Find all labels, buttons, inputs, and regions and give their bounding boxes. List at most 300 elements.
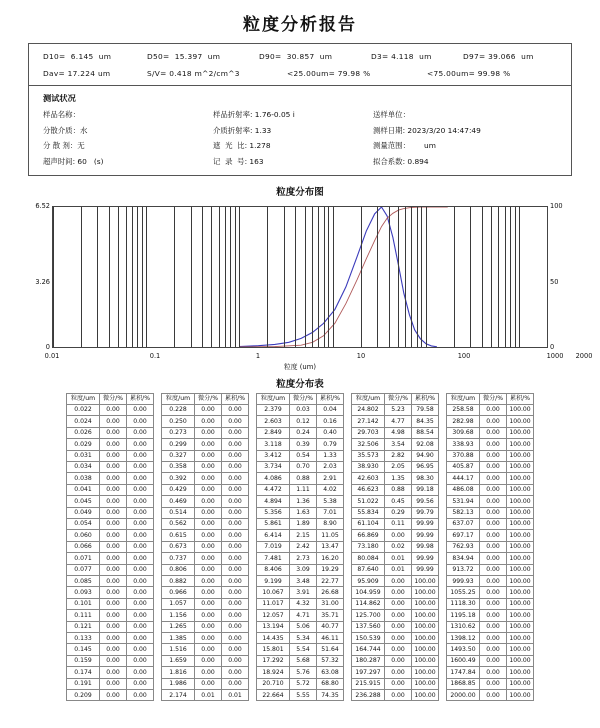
table-cell: 2.82 (385, 450, 412, 461)
table-cell: 0.882 (162, 576, 195, 587)
table-cell: 57.32 (317, 655, 344, 666)
table-cell: 1118.30 (447, 598, 480, 609)
table-cell: 6.414 (257, 530, 290, 541)
table-cell: 0.00 (100, 576, 127, 587)
table-cell: 0.673 (162, 541, 195, 552)
table-cell: 0.00 (480, 473, 507, 484)
statistics-section (29, 44, 571, 86)
table-cell: 0.00 (127, 553, 154, 564)
table-cell: 0.79 (317, 439, 344, 450)
chart-gridline (510, 207, 511, 347)
table-header-2: 累积/% (222, 393, 249, 404)
table-cell: 98.30 (412, 473, 439, 484)
table-cell: 0.00 (385, 667, 412, 678)
x-axis-tick-4: 100 (457, 351, 471, 360)
table-row (352, 450, 439, 461)
table-cell: 0.562 (162, 518, 195, 529)
table-cell: 0.00 (222, 564, 249, 575)
table-cell: 1.816 (162, 667, 195, 678)
table-cell: 26.68 (317, 587, 344, 598)
table-cell: 5.55 (290, 690, 317, 701)
table-cell: 66.869 (352, 530, 385, 541)
table-row (447, 610, 534, 621)
table-cell: 14.435 (257, 633, 290, 644)
cond-submitting-unit: 送样单位： (373, 110, 410, 119)
table-row (162, 587, 249, 598)
table-row (447, 633, 534, 644)
table-cell: 0.54 (290, 450, 317, 461)
table-cell: 4.71 (290, 610, 317, 621)
cond-medium-refractive-index: 介质折射率: 1.33 (213, 125, 272, 135)
table-row (447, 507, 534, 518)
table-cell: 7.01 (317, 507, 344, 518)
table-cell: 31.00 (317, 598, 344, 609)
table-cell: 0.03 (290, 404, 317, 415)
table-cell: 5.34 (290, 633, 317, 644)
table-cell: 100.00 (507, 439, 534, 450)
table-cell: 2.603 (257, 416, 290, 427)
table-cell: 0.00 (127, 507, 154, 518)
distribution-table-block (351, 393, 439, 702)
table-cell: 0.00 (100, 621, 127, 632)
table-cell: 164.744 (352, 644, 385, 655)
table-cell: 0.00 (127, 667, 154, 678)
table-cell: 84.35 (412, 416, 439, 427)
table-row (67, 610, 154, 621)
table-row (257, 598, 344, 609)
table-cell: 0.00 (195, 564, 222, 575)
table-title: 粒度分布表 (276, 378, 324, 390)
chart-gridline (312, 207, 313, 347)
table-row (447, 678, 534, 689)
table-cell: 0.00 (480, 496, 507, 507)
table-row (447, 621, 534, 632)
table-row (67, 633, 154, 644)
table-cell: 0.00 (100, 587, 127, 598)
chart-gridline (137, 207, 138, 347)
table-cell: 0.00 (480, 530, 507, 541)
table-row (257, 427, 344, 438)
table-cell: 99.18 (412, 484, 439, 495)
table-cell: 0.00 (127, 564, 154, 575)
table-cell: 0.45 (385, 496, 412, 507)
table-cell: 0.00 (195, 553, 222, 564)
table-cell: 0.111 (67, 610, 100, 621)
table-cell: 11.017 (257, 598, 290, 609)
table-row (162, 427, 249, 438)
table-cell: 0.00 (100, 553, 127, 564)
table-row (352, 553, 439, 564)
table-cell: 35.573 (352, 450, 385, 461)
table-row (352, 496, 439, 507)
chart-gridline (97, 207, 98, 347)
cond-obscuration: 遮 光 比: 1.278 (213, 141, 271, 150)
table-cell: 13.194 (257, 621, 290, 632)
table-cell: 0.00 (100, 530, 127, 541)
table-cell: 51.022 (352, 496, 385, 507)
table-row (352, 507, 439, 518)
table-header-1: 微分/% (385, 393, 412, 404)
table-cell: 0.00 (385, 690, 412, 701)
y-axis-left-tick-max: 6.52 (35, 201, 50, 210)
table-cell: 1195.18 (447, 610, 480, 621)
table-cell: 4.98 (385, 427, 412, 438)
table-cell: 258.58 (447, 404, 480, 415)
table-cell: 1310.62 (447, 621, 480, 632)
table-row (67, 564, 154, 575)
chart-gridline (132, 207, 133, 347)
table-cell: 282.98 (447, 416, 480, 427)
table-cell: 20.710 (257, 678, 290, 689)
table-cell: 0.022 (67, 404, 100, 415)
chart-gridline (230, 207, 231, 347)
table-cell: 0.00 (385, 621, 412, 632)
table-cell: 0.00 (195, 541, 222, 552)
table-cell: 0.01 (385, 564, 412, 575)
table-row (257, 484, 344, 495)
table-cell: 0.00 (480, 518, 507, 529)
table-row (67, 450, 154, 461)
table-cell: 0.00 (100, 655, 127, 666)
table-cell: 100.00 (412, 598, 439, 609)
table-cell: 0.00 (480, 507, 507, 518)
table-cell: 0.066 (67, 541, 100, 552)
table-cell: 100.00 (507, 587, 534, 598)
table-row (162, 416, 249, 427)
stat-d3: D3= 4.118 um (371, 52, 432, 61)
chart-gridline (53, 207, 54, 347)
table-cell: 0.00 (222, 576, 249, 587)
table-cell: 12.057 (257, 610, 290, 621)
table-cell: 100.00 (507, 678, 534, 689)
table-cell: 0.29 (385, 507, 412, 518)
table-row (162, 644, 249, 655)
table-cell: 100.00 (507, 633, 534, 644)
table-row (67, 496, 154, 507)
table-cell: 0.00 (100, 633, 127, 644)
table-cell: 0.00 (100, 598, 127, 609)
table-cell: 0.228 (162, 404, 195, 415)
chart-gridline (305, 207, 306, 347)
table-cell: 100.00 (507, 427, 534, 438)
stat-d90: D90= 30.857 um (259, 52, 333, 61)
table-row (447, 598, 534, 609)
table-row (67, 655, 154, 666)
table-cell: 0.00 (385, 598, 412, 609)
table-row (257, 587, 344, 598)
table-cell: 74.35 (317, 690, 344, 701)
table-cell: 100.00 (507, 461, 534, 472)
table-row (352, 576, 439, 587)
table-cell: 0.101 (67, 598, 100, 609)
table-row (257, 439, 344, 450)
table-cell: 0.00 (100, 439, 127, 450)
table-cell: 0.00 (195, 667, 222, 678)
table-cell: 0.00 (222, 610, 249, 621)
table-cell: 0.70 (290, 461, 317, 472)
table-row (67, 598, 154, 609)
table-cell: 5.38 (317, 496, 344, 507)
table-cell: 0.00 (127, 461, 154, 472)
table-cell: 7.481 (257, 553, 290, 564)
table-cell: 40.77 (317, 621, 344, 632)
table-row (162, 621, 249, 632)
table-row (257, 461, 344, 472)
table-cell: 0.00 (195, 610, 222, 621)
table-cell: 100.00 (507, 553, 534, 564)
table-row (162, 541, 249, 552)
stat-d97: D97= 39.066 um (463, 52, 534, 61)
chart-gridline (491, 207, 492, 347)
table-cell: 0.00 (222, 416, 249, 427)
chart-plot-area (52, 206, 548, 348)
table-row (67, 404, 154, 415)
table-cell: 100.00 (507, 644, 534, 655)
table-row (257, 530, 344, 541)
table-row (352, 633, 439, 644)
table-cell: 0.00 (222, 484, 249, 495)
table-row (352, 587, 439, 598)
table-row (67, 439, 154, 450)
table-cell: 5.06 (290, 621, 317, 632)
table-cell: 0.024 (67, 416, 100, 427)
table-cell: 0.00 (195, 587, 222, 598)
table-cell: 1.156 (162, 610, 195, 621)
chart-gridline (505, 207, 506, 347)
table-cell: 1.33 (317, 450, 344, 461)
table-cell: 51.64 (317, 644, 344, 655)
table-cell: 0.085 (67, 576, 100, 587)
table-cell: 100.00 (507, 518, 534, 529)
table-row (352, 678, 439, 689)
table-row (352, 461, 439, 472)
table-cell: 0.11 (385, 518, 412, 529)
table-row (257, 496, 344, 507)
table-cell: 0.00 (222, 678, 249, 689)
table-cell: 0.00 (195, 416, 222, 427)
table-cell: 0.00 (480, 587, 507, 598)
table-row (257, 507, 344, 518)
table-cell: 1.265 (162, 621, 195, 632)
table-header-0: 粒度/um (257, 393, 290, 404)
table-cell: 5.54 (290, 644, 317, 655)
chart-gridline (239, 207, 240, 347)
table-row (447, 461, 534, 472)
table-cell: 0.00 (480, 484, 507, 495)
table-cell: 0.038 (67, 473, 100, 484)
table-cell: 0.01 (385, 553, 412, 564)
table-row (257, 644, 344, 655)
table-cell: 0.00 (100, 667, 127, 678)
table-row (67, 667, 154, 678)
table-row (162, 633, 249, 644)
table-row (352, 598, 439, 609)
table-row (67, 518, 154, 529)
table-cell: 2.91 (317, 473, 344, 484)
table-row (352, 644, 439, 655)
table-cell: 0.00 (480, 553, 507, 564)
table-cell: 137.560 (352, 621, 385, 632)
table-row (257, 518, 344, 529)
table-cell: 100.00 (507, 473, 534, 484)
table-cell: 4.472 (257, 484, 290, 495)
table-row (162, 450, 249, 461)
table-cell: 27.142 (352, 416, 385, 427)
table-cell: 35.71 (317, 610, 344, 621)
chart-gridline (519, 207, 520, 347)
table-cell: 5.861 (257, 518, 290, 529)
table-cell: 100.00 (507, 564, 534, 575)
table-header-1: 微分/% (290, 393, 317, 404)
table-row (257, 416, 344, 427)
table-row (447, 473, 534, 484)
table-row (67, 678, 154, 689)
table-cell: 0.00 (385, 633, 412, 644)
table-row (67, 484, 154, 495)
table-cell: 2000.00 (447, 690, 480, 701)
table-cell: 79.58 (412, 404, 439, 415)
stat-d50: D50= 15.397 um (147, 52, 221, 61)
table-cell: 0.00 (195, 496, 222, 507)
table-cell: 2.42 (290, 541, 317, 552)
table-header-0: 粒度/um (352, 393, 385, 404)
chart-gridline (118, 207, 119, 347)
table-row (162, 461, 249, 472)
summary-box (28, 43, 572, 176)
table-cell: 99.99 (412, 530, 439, 541)
table-cell: 0.026 (67, 427, 100, 438)
table-cell: 0.00 (127, 473, 154, 484)
table-cell: 11.05 (317, 530, 344, 541)
table-row (67, 427, 154, 438)
table-cell: 5.72 (290, 678, 317, 689)
conditions-title: 测试状况 (43, 93, 76, 103)
table-row (67, 690, 154, 701)
x-axis-tick-0: 0.01 (44, 351, 60, 360)
table-cell: 0.00 (480, 450, 507, 461)
table-cell: 0.00 (195, 507, 222, 518)
table-header-2: 累积/% (127, 393, 154, 404)
table-cell: 1398.12 (447, 633, 480, 644)
chart-gridline (426, 207, 427, 347)
table-row (257, 473, 344, 484)
table-cell: 0.39 (290, 439, 317, 450)
table-cell: 0.049 (67, 507, 100, 518)
chart-title: 粒度分布图 (276, 186, 324, 198)
table-row (67, 461, 154, 472)
chart-gridline (421, 207, 422, 347)
chart-gridline (361, 207, 362, 347)
table-cell: 0.00 (127, 496, 154, 507)
table-cell: 0.00 (100, 541, 127, 552)
table-cell: 73.180 (352, 541, 385, 552)
table-cell: 0.615 (162, 530, 195, 541)
table-cell: 0.00 (195, 450, 222, 461)
table-row (352, 416, 439, 427)
table-cell: 1868.85 (447, 678, 480, 689)
chart-gridline (211, 207, 212, 347)
table-cell: 2.73 (290, 553, 317, 564)
chart-gridline (202, 207, 203, 347)
table-cell: 32.506 (352, 439, 385, 450)
table-cell: 2.15 (290, 530, 317, 541)
table-cell: 0.060 (67, 530, 100, 541)
table-row (352, 655, 439, 666)
table-row (352, 404, 439, 415)
table-cell: 0.02 (385, 541, 412, 552)
table-cell: 0.00 (480, 416, 507, 427)
table-cell: 531.94 (447, 496, 480, 507)
distribution-table-block (66, 393, 154, 702)
chart-gridline (284, 207, 285, 347)
table-cell: 8.90 (317, 518, 344, 529)
table-cell: 0.327 (162, 450, 195, 461)
table-header-2: 累积/% (412, 393, 439, 404)
table-cell: 22.77 (317, 576, 344, 587)
conditions-grid (43, 109, 557, 167)
table-cell: 0.00 (222, 553, 249, 564)
table-cell: 9.199 (257, 576, 290, 587)
chart-gridline (235, 207, 236, 347)
table-cell: 0.174 (67, 667, 100, 678)
table-row (352, 530, 439, 541)
table-row (162, 564, 249, 575)
table-cell: 0.00 (100, 518, 127, 529)
table-cell: 0.24 (290, 427, 317, 438)
table-cell: 0.00 (195, 461, 222, 472)
table-row (162, 678, 249, 689)
table-row (162, 484, 249, 495)
table-cell: 0.00 (127, 610, 154, 621)
table-cell: 22.664 (257, 690, 290, 701)
table-cell: 5.76 (290, 667, 317, 678)
table-cell: 0.16 (317, 416, 344, 427)
table-cell: 0.00 (195, 644, 222, 655)
table-cell: 94.90 (412, 450, 439, 461)
chart-gridline (398, 207, 399, 347)
table-cell: 8.406 (257, 564, 290, 575)
table-cell: 197.297 (352, 667, 385, 678)
table-row (67, 644, 154, 655)
table-cell: 0.00 (480, 427, 507, 438)
cond-sample-refractive-index: 样品折射率: 1.76-0.05 i (213, 110, 295, 119)
table-row (447, 553, 534, 564)
table-cell: 0.00 (100, 484, 127, 495)
table-row (162, 598, 249, 609)
table-row (67, 530, 154, 541)
table-row (257, 678, 344, 689)
table-cell: 3.09 (290, 564, 317, 575)
table-cell: 4.02 (317, 484, 344, 495)
conditions-section (29, 86, 571, 175)
y-axis-right-tick-mid: 50 (550, 277, 559, 286)
table-cell: 913.72 (447, 564, 480, 575)
table-cell: 0.00 (480, 621, 507, 632)
table-header-2: 累积/% (507, 393, 534, 404)
distribution-table-block (256, 393, 344, 702)
table-row (162, 496, 249, 507)
table-cell: 370.88 (447, 450, 480, 461)
table-cell: 0.966 (162, 587, 195, 598)
table-cell: 444.17 (447, 473, 480, 484)
table-cell: 0.00 (222, 667, 249, 678)
table-cell: 0.00 (385, 678, 412, 689)
table-cell: 0.00 (100, 450, 127, 461)
table-cell: 1.63 (290, 507, 317, 518)
table-cell: 0.00 (195, 518, 222, 529)
table-row (67, 416, 154, 427)
table-row (257, 404, 344, 415)
